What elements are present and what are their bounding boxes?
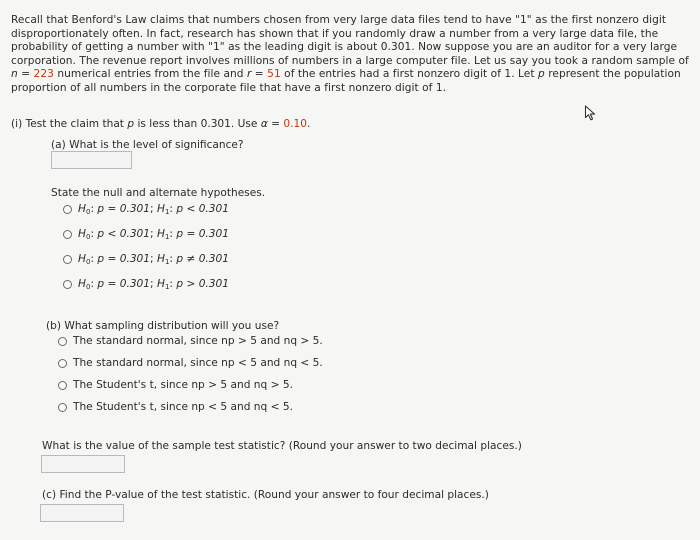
n-variable: n xyxy=(11,68,18,81)
p-value-question: (c) Find the P-value of the test statistic. (Round your answer to four decimal places.) xyxy=(42,489,489,501)
distribution-option-1[interactable] xyxy=(58,335,323,347)
distribution-option-3[interactable] xyxy=(58,379,293,391)
mouse-pointer-icon xyxy=(584,105,598,121)
hypotheses-prompt: State the null and alternate hypotheses. xyxy=(51,187,266,199)
radio-button[interactable] xyxy=(63,205,72,214)
distribution-option-label: The Student's t, since np < 5 and nq < 5. xyxy=(73,401,293,413)
sample-size-value: 223 xyxy=(33,68,54,81)
radio-button[interactable] xyxy=(58,337,67,346)
intro-text-3: of the entries had a first nonzero digit of 1. Let xyxy=(280,68,538,81)
successes-value: 51 xyxy=(267,68,281,81)
hypothesis-option-label: $H_0$: p < 0.301; $H_1$: p = 0.301 xyxy=(78,228,230,241)
hypothesis-option-label: $H_0$: p = 0.301; $H_1$: p < 0.301 xyxy=(78,203,230,216)
radio-button[interactable] xyxy=(63,255,72,264)
radio-button[interactable] xyxy=(63,280,72,289)
hypothesis-option-2[interactable] xyxy=(63,228,229,240)
hypothesis-option-1[interactable] xyxy=(63,203,229,215)
p-variable: p xyxy=(538,68,545,81)
radio-button[interactable] xyxy=(58,359,67,368)
sampling-distribution-question: (b) What sampling distribution will you use? xyxy=(46,320,280,332)
r-variable: r xyxy=(246,68,252,81)
hypothesis-option-label: $H_0$: p = 0.301; $H_1$: p ≠ 0.301 xyxy=(78,253,230,266)
part-i-claim: (i) Test the claim that p is less than 0.301. Use α = 0.10. xyxy=(11,118,311,130)
intro-text-1: Recall that Benford's Law claims that numbers chosen from very large data files tend to have "1" as the first nonzero digit disproportionately often. In fact, research has shown that if you randomly draw a number from a very large data file, the probability of getting a number with "1" as the leading digit is about 0.301. Now suppose you are an auditor for a very large corporation. The revenue report involves millions of numbers in a large computer file. Let us say you took a random sample of xyxy=(11,14,689,67)
test-statistic-answer-input[interactable] xyxy=(41,455,125,473)
alpha-symbol: α xyxy=(260,118,268,130)
hypothesis-option-3[interactable] xyxy=(63,253,229,265)
distribution-option-2[interactable] xyxy=(58,357,323,369)
n-equals: = xyxy=(17,68,34,81)
distribution-option-4[interactable] xyxy=(58,401,293,413)
distribution-option-label: The Student's t, since np > 5 and nq > 5. xyxy=(73,379,293,391)
radio-button[interactable] xyxy=(58,381,67,390)
radio-button[interactable] xyxy=(63,230,72,239)
p-value-answer-input[interactable] xyxy=(40,504,124,522)
problem-statement xyxy=(11,14,691,96)
distribution-option-label: The standard normal, since np < 5 and nq < 5. xyxy=(73,357,323,369)
intro-text-2: numerical entries from the file and xyxy=(53,68,247,81)
intro-text-4: represent the population proportion of all numbers in the corporate file that have a first nonzero digit of 1. xyxy=(11,68,681,94)
test-statistic-question: What is the value of the sample test statistic? (Round your answer to two decimal places.) xyxy=(42,440,522,452)
hypothesis-option-4[interactable] xyxy=(63,278,229,290)
intro-paragraph xyxy=(11,14,691,96)
hypothesis-option-label: $H_0$: p = 0.301; $H_1$: p > 0.301 xyxy=(78,278,230,291)
distribution-option-label: The standard normal, since np > 5 and nq > 5. xyxy=(73,335,323,347)
alpha-value: 0.10 xyxy=(283,118,308,130)
significance-answer-input[interactable] xyxy=(51,151,132,169)
radio-button[interactable] xyxy=(58,403,67,412)
r-equals: = xyxy=(251,68,268,81)
significance-question: (a) What is the level of significance? xyxy=(51,139,244,151)
